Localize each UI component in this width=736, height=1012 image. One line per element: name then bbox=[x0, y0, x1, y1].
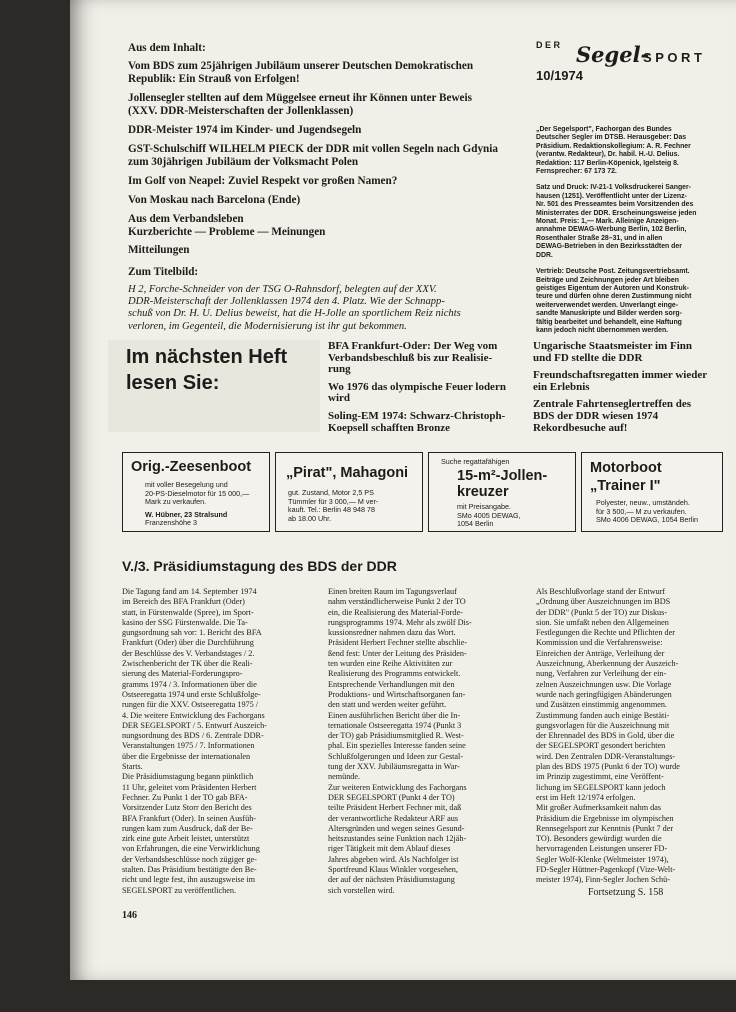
preview-line: rung bbox=[328, 363, 351, 376]
article-line: Zur weiteren Entwicklung des Fachorgans bbox=[328, 782, 467, 792]
article-line: Auszeichnung, Aberkennung der Auszeich- bbox=[536, 659, 679, 669]
article-line: Starts. bbox=[122, 762, 143, 772]
imprint-line: Rosenthaler Straße 28–31, und in allen bbox=[536, 234, 663, 242]
imprint-line: Ministerrates der DDR. Erscheinungsweise jeden bbox=[536, 209, 697, 217]
article-line: der TO) gab Präsidiumsmitglied R. West- bbox=[328, 731, 464, 741]
toc-list bbox=[128, 60, 498, 257]
article-line: stalten. Das Präsidium bestätigte den Be- bbox=[122, 865, 257, 875]
article-line: ßend fest: Unter der Leitung des Präsiden- bbox=[328, 648, 467, 658]
cover-caption bbox=[128, 284, 461, 333]
ad-motorboot bbox=[581, 452, 723, 532]
ad-body bbox=[457, 503, 521, 529]
issue-number: 10/1974 bbox=[536, 68, 583, 83]
article-line: über die Ergebnisse der internationalen bbox=[122, 751, 251, 761]
article-line: sich vorstellen wird. bbox=[328, 885, 395, 895]
article-line: sierung des Material-Forderungspro- bbox=[122, 669, 243, 679]
article-line: der Ehrennadel des BDS in Gold, über die bbox=[536, 731, 675, 741]
preview-line: Koepsell schafften Bronze bbox=[328, 421, 451, 434]
article-line: Ostseeregatta 1974 und erste Schlußfolge- bbox=[122, 689, 261, 699]
article-line: Veranstaltungen 1975 / 7. Informationen bbox=[122, 741, 255, 751]
article-line: phal. Ein spezielles Interesse fanden seine bbox=[328, 741, 466, 751]
imprint-line: teure und dürfen ohne deren Zustimmung nicht bbox=[536, 293, 692, 301]
article-line: Jahres abgeben wird. Als Nachfolger ist bbox=[328, 854, 459, 864]
article-line: nung, Verfahren zur Verleihung der ein- bbox=[536, 669, 667, 679]
article-line: teilte Präsident Herbert Fechner mit, daß bbox=[328, 803, 462, 813]
ad-line: 1054 Berlin bbox=[457, 519, 494, 529]
article-line: hervorragenden Leistungen unserer FD- bbox=[536, 844, 668, 854]
article-line: Einen breiten Raum im Tagungsverlauf bbox=[328, 587, 457, 596]
article-line: im Bereich des BFA Frankfurt (Oder) bbox=[122, 597, 245, 607]
next-issue-label bbox=[126, 344, 287, 396]
ad-body bbox=[145, 481, 249, 528]
article-line: BFA Frankfurt (Oder). In seinen Ausfüh- bbox=[122, 813, 257, 823]
article-line: von Erfahrungen, die eine Verwirklichung bbox=[122, 844, 260, 854]
preview-line: BDS der DDR wiesen 1974 bbox=[533, 409, 659, 422]
article-line: Produktions- und Wirtschaftsorganen fan- bbox=[328, 689, 466, 699]
article-line: tung der XXV. Jubiläumsregatta in War- bbox=[328, 762, 460, 772]
article-line: kasino der SSG Fürstenwalde. Die Ta- bbox=[122, 617, 248, 627]
ad-title: Orig.-Zeesenboot bbox=[131, 459, 252, 475]
toc-line: Vom BDS zum 25jährigen Jubiläum unserer Deutschen Demokratischen bbox=[128, 60, 474, 72]
article-line: der SEGELSPORT gesondert berichten bbox=[536, 741, 666, 751]
cover-caption-line: verloren, im Gegenteil, die Modernisierung ist ihr gut bekommen. bbox=[128, 320, 407, 332]
article-line: gungsvorlagen für die Auszeichnung mit bbox=[536, 720, 670, 730]
article-line: Entsprechende Verhandlungen mit den bbox=[328, 679, 455, 689]
ad-line: Polyester, neuw., umständeh. bbox=[596, 498, 690, 507]
continued-note: Fortsetzung S. 158 bbox=[588, 887, 664, 898]
article-line: rungsprogramms 1974. Mehr als zwölf Dis- bbox=[328, 617, 472, 627]
ad-title: „Pirat", Mahagoni bbox=[286, 465, 409, 481]
imprint-line: Monat. Preis: 1,— Mark. Alleinige Anzeigen- bbox=[536, 218, 679, 226]
article-line: Kommission und die Verfahrensweise: bbox=[536, 638, 663, 648]
preview-line: wird bbox=[328, 392, 350, 405]
ad-line: mit voller Besegelung und bbox=[145, 480, 228, 489]
preview-line: Soling-EM 1974: Schwarz-Christoph- bbox=[328, 409, 506, 422]
article-column-1 bbox=[122, 587, 267, 896]
article-line: „Ordnung über Auszeichnungen im BDS bbox=[536, 597, 671, 607]
article-column-2 bbox=[328, 587, 472, 896]
article-line: ten wurden eine Reihe Aktivitäten zur bbox=[328, 659, 453, 669]
article-line: Einen ausführlichen Bericht über die In- bbox=[328, 710, 461, 720]
article-line: 11 Uhr, geleitet vom Präsidenten Herbert bbox=[122, 782, 257, 792]
ad-zeesenboot bbox=[122, 452, 270, 532]
ad-line: Tümmler für 3 000,— M ver- bbox=[288, 496, 379, 506]
article-line: statt, in Fürstenwalde (Spree), im Sport- bbox=[122, 607, 254, 617]
ad-body bbox=[596, 499, 698, 525]
article-line: 4. Die weitere Entwicklung des Fachorgans bbox=[122, 710, 265, 720]
imprint-line: annahme DEWAG-Werbung Berlin, 102 Berlin, bbox=[536, 226, 687, 234]
imprint-line: weiterverwendet werden. Unverlangt einge- bbox=[536, 301, 679, 309]
article-line: TO). Besonders gewürdigt wurden die bbox=[536, 834, 662, 844]
imprint-line: hausen (1251). Veröffentlicht unter der Lizenz- bbox=[536, 192, 687, 200]
article-line: SEGELSPORT zu veröffentlichen. bbox=[122, 885, 237, 895]
masthead-segel: Segel- bbox=[576, 42, 650, 67]
page-number: 146 bbox=[122, 910, 137, 921]
article-line: meister 1974), Finn-Segler Jochen Schü- bbox=[536, 875, 670, 885]
toc-heading: Aus dem Inhalt: bbox=[128, 42, 206, 54]
article-line: sion. Sie umfaßt neben den Allgemeinen bbox=[536, 617, 669, 627]
preview-line: Verbandsbeschluß bis zur Realisie- bbox=[328, 351, 493, 364]
article-line: nemünde. bbox=[328, 772, 361, 782]
preview-line: Ungarische Staatsmeister im Finn bbox=[533, 340, 692, 352]
ad-contact-address: Franzenshöhe 3 bbox=[145, 518, 197, 528]
ad-body bbox=[288, 489, 378, 523]
article-line: Die Tagung fand am 14. September 1974 bbox=[122, 587, 257, 596]
article-line: lichung im SEGELSPORT kann jedoch bbox=[536, 782, 666, 792]
article-line: Zwischenbericht der TK über die Reali- bbox=[122, 659, 253, 669]
ad-line: für 3 500,— M zu verkaufen. bbox=[596, 506, 687, 516]
article-line: gungsordnung sah vor: 1. Bericht des BFA bbox=[122, 628, 262, 638]
magazine-page bbox=[70, 0, 736, 980]
article-line: Vorsitzender Lutz Storr den Bericht des bbox=[122, 803, 252, 813]
imprint-line: Präsidium. Redaktionskollegium: A. R. Fechner bbox=[536, 142, 691, 150]
article-line: Als Beschlußvorlage stand der Entwurf bbox=[536, 587, 666, 596]
article-line: den statt und werden weiter geführt. bbox=[328, 700, 447, 710]
article-line: und Zusätzen einstimmig angenommen. bbox=[536, 700, 667, 710]
article-line: nungsordnung des BDS / 6. Zentrale DDR- bbox=[122, 731, 264, 741]
toc-line: GST-Schulschiff WILHELM PIECK der DDR mit vollen Segeln nach Gdynia bbox=[128, 143, 498, 155]
article-line: rungen für die XXV. Ostseeregatta 1975 / bbox=[122, 700, 259, 710]
imprint-line: DDR. bbox=[536, 251, 553, 259]
imprint-line: Deutscher Segler im DTSB. Herausgeber: Das bbox=[536, 134, 687, 142]
article-line: richt und legte fest, ihn auszugsweise im bbox=[122, 875, 256, 885]
preview-line: Rekordbesuche auf! bbox=[533, 421, 628, 434]
article-line: ein, die Realisierung des Material-Forde- bbox=[328, 607, 463, 617]
preview-line: ein Erlebnis bbox=[533, 380, 590, 393]
article-line: Präsident Herbert Fechner stellte abschlie- bbox=[328, 638, 468, 648]
article-line: Fechner. Zu Punkt 1 der TO gab BFA- bbox=[122, 792, 248, 802]
article-line: Realisierung des Programms entwickelt. bbox=[328, 669, 461, 679]
imprint-line: Redaktion: 117 Berlin-Köpenick, Igelsteig 8. bbox=[536, 159, 679, 167]
article-line: Mit großer Aufmerksamkeit nahm das bbox=[536, 803, 662, 813]
article-line: ternationale Ostseeregatta 1974 (Punkt 3 bbox=[328, 720, 462, 730]
ad-line: SMo 4005 DEWAG, bbox=[457, 510, 521, 520]
toc-line: Mitteilungen bbox=[128, 244, 190, 256]
ad-pirat bbox=[275, 452, 423, 532]
article-line: der Verbandsbeschlüsse noch zügiger ge- bbox=[122, 854, 257, 864]
imprint-line: Fernsprecher: 67 173 72. bbox=[536, 168, 617, 176]
imprint-line: Satz und Druck: IV-21-1 Volksdruckerei Sanger- bbox=[536, 184, 691, 192]
article-line: erst im Heft 12/1974 erfolgen. bbox=[536, 792, 636, 802]
article-line: der auf der nächsten Präsidiumstagung bbox=[328, 875, 455, 885]
toc-line: Jollensegler stellten auf dem Müggelsee erneut ihr Können unter Beweis bbox=[128, 92, 472, 104]
masthead-sport: S P O R T bbox=[643, 50, 702, 65]
article-column-3 bbox=[536, 587, 680, 886]
article-line: FD-Segler Hüttner-Pagenkopf (Vize-Welt- bbox=[536, 865, 676, 875]
article-headline: V./3. Präsidiumstagung des BDS der DDR bbox=[122, 558, 397, 574]
preview-line: und FD stellte die DDR bbox=[533, 351, 643, 364]
ad-line: 20-PS-Dieselmotor für 15 000,— bbox=[145, 488, 250, 498]
cover-caption-line: H 2, Forche-Schneider von der TSG O-Rahnsdorf, belegten auf der XXV. bbox=[128, 284, 437, 295]
ad-line: ab 18.00 Uhr. bbox=[288, 513, 332, 523]
imprint-line: „Der Segelsport", Fachorgan des Bundes bbox=[536, 126, 672, 133]
preview-line: Wo 1976 das olympische Feuer lodern bbox=[328, 380, 506, 393]
ad-pre: Suche regattafähigen bbox=[441, 457, 510, 466]
toc-line: Von Moskau nach Barcelona (Ende) bbox=[128, 194, 301, 206]
ad-title bbox=[457, 468, 547, 500]
article-line: DER SEGELSPORT / 5. Entwurf Auszeich- bbox=[122, 720, 267, 730]
toc-line: (XXV. DDR-Meisterschaften der Jollenklassen) bbox=[128, 105, 354, 117]
article-line: Die Präsidiumstagung begann pünktlich bbox=[122, 772, 254, 782]
imprint-block bbox=[536, 126, 696, 335]
article-line: Festlegungen die Rechte und Pflichten der bbox=[536, 628, 675, 638]
imprint-line: sandte Manuskripte und Bilder werden sorg- bbox=[536, 310, 682, 318]
imprint-line: Nr. 501 des Presseamtes beim Vorsitzenden des bbox=[536, 201, 694, 209]
article-line: Rennsegelsport zur Kenntnis (Punkt 7 der bbox=[536, 823, 674, 833]
toc-line: DDR-Meister 1974 im Kinder- und Jugendsegeln bbox=[128, 124, 362, 136]
ad-line: mit Preisangabe. bbox=[457, 502, 511, 511]
imprint-line: Beiträge und Zeichnungen jeder Art bleiben bbox=[536, 276, 679, 284]
toc-line: zum 30jährigen Jubiläum der Volksmacht Polen bbox=[128, 156, 359, 168]
article-line: DER SEGELSPORT (Punkt 4 der TO) bbox=[328, 792, 455, 802]
article-line: plan des BDS 1975 (Punkt 6 der TO) wurde bbox=[536, 762, 680, 772]
ad-jollenkreuzer bbox=[428, 452, 576, 532]
ad-title bbox=[590, 459, 662, 495]
next-issue-label-line1: Im nächsten Heft bbox=[126, 346, 288, 368]
article-line: der Beschlüsse des V. Verbandstages / 2. bbox=[122, 648, 255, 658]
article-line: rungen kam zum Ausdruck, daß der Be- bbox=[122, 823, 253, 833]
ad-title-line: 15-m²-Jollen- bbox=[457, 468, 548, 484]
article-line: heitszustandes seine Funktion nach 12jäh- bbox=[328, 834, 467, 844]
article-line: zirk eine gute Arbeit leistet, unterstützt bbox=[122, 834, 250, 844]
preview-line: Freundschaftsregatten immer wieder bbox=[533, 369, 708, 382]
article-line: wurde nach geringfügigen Abänderungen bbox=[536, 689, 672, 699]
article-line: kussionsredner nahmen dazu das Wort. bbox=[328, 628, 456, 638]
article-line: Präsidium die Ergebnisse im olympischen bbox=[536, 813, 674, 823]
preview-line: Zentrale Fahrtenseglertreffen des bbox=[533, 398, 692, 411]
ad-line: Mark zu verkaufen. bbox=[145, 497, 207, 507]
ad-title-line: „Trainer I" bbox=[590, 478, 661, 494]
article-line: Einreichen der Anträge, Verleihung der bbox=[536, 648, 665, 658]
imprint-line: fältig bearbeitet und behandelt, eine Haftung bbox=[536, 318, 682, 326]
article-line: Frankfurt (Oder) über die Durchführung bbox=[122, 638, 254, 648]
article-line: der verantwortliche Redakteur ARF aus bbox=[328, 813, 459, 823]
imprint-line: DEWAG-Betrieben in den Bezirksstädten der bbox=[536, 243, 682, 251]
ad-contact: W. Hübner, 23 Stralsund bbox=[145, 509, 228, 519]
article-line: Sportfreund Klaus Winkler vorgesehen, bbox=[328, 865, 458, 875]
article-line: zelnen Auszeichnungen usw. Die Vorlage bbox=[536, 679, 672, 689]
imprint-line: Vertrieb: Deutsche Post. Zeitungsvertriebsamt. bbox=[536, 268, 690, 276]
article-line: Schlußfolgerungen und Ideen zur Gestal- bbox=[328, 751, 464, 761]
next-issue-label-line2: lesen Sie: bbox=[126, 372, 220, 394]
ad-line: kauft. Tel.: Berlin 48 948 78 bbox=[288, 505, 375, 515]
article-line: gramms 1974 / 3. Informationen über die bbox=[122, 679, 257, 689]
imprint-line: geistiges Eigentum der Autoren und Konstruk- bbox=[536, 284, 689, 292]
ad-line: SMo 4006 DEWAG, 1054 Berlin bbox=[596, 515, 699, 525]
ad-line: gut. Zustand, Motor 2,5 PS bbox=[288, 488, 374, 497]
imprint-line: (verantw. Redakteur), Dr. habil. H.-U. Delius. bbox=[536, 151, 680, 159]
article-line: Altersgründen und wegen seines Gesund- bbox=[328, 823, 465, 833]
preview-line: BFA Frankfurt-Oder: Der Weg vom bbox=[328, 340, 498, 352]
article-line: im Prinzip zugestimmt, eine Veröffent- bbox=[536, 772, 664, 782]
toc-line: Aus dem Verbandsleben bbox=[128, 213, 244, 225]
next-issue-right bbox=[533, 341, 707, 434]
ad-title-line: Motorboot bbox=[590, 460, 662, 476]
article-line: nahm verständlicherweise Punkt 2 der TO bbox=[328, 597, 466, 607]
ad-title-line: kreuzer bbox=[457, 484, 509, 500]
toc-line: Kurzberichte — Probleme — Meinungen bbox=[128, 226, 326, 238]
cover-caption-line: DDR-Meisterschaft der Jollenklassen 1974 den 4. Platz. Wie der Schnapp- bbox=[128, 296, 445, 308]
imprint-line: kann jedoch nicht übernommen werden. bbox=[536, 326, 669, 334]
article-line: wird. Den Zentralen DDR-Veranstaltungs- bbox=[536, 751, 676, 761]
article-line: Zustimmung fanden auch einige Bestäti- bbox=[536, 710, 670, 720]
next-issue-middle bbox=[328, 341, 506, 434]
cover-caption-heading: Zum Titelbild: bbox=[128, 266, 199, 278]
article-line: der DDR" (Punkt 5 der TO) zur Diskus- bbox=[536, 607, 668, 617]
article-line: Segler Wolf-Klenke (Weltmeister 1974), bbox=[536, 854, 669, 864]
toc-line: Im Golf von Neapel: Zuviel Respekt vor großen Namen? bbox=[128, 175, 398, 187]
toc-line: Republik: Ein Strauß von Erfolgen! bbox=[128, 73, 300, 85]
cover-caption-line: schuß von Dr. H. U. Delius beweist, hat die H-Jolle an sportlichem Reiz nichts bbox=[128, 308, 461, 320]
article-line: riger Tätigkeit mit dem Ablauf dieses bbox=[328, 844, 451, 854]
masthead-der: D E R bbox=[536, 40, 561, 50]
